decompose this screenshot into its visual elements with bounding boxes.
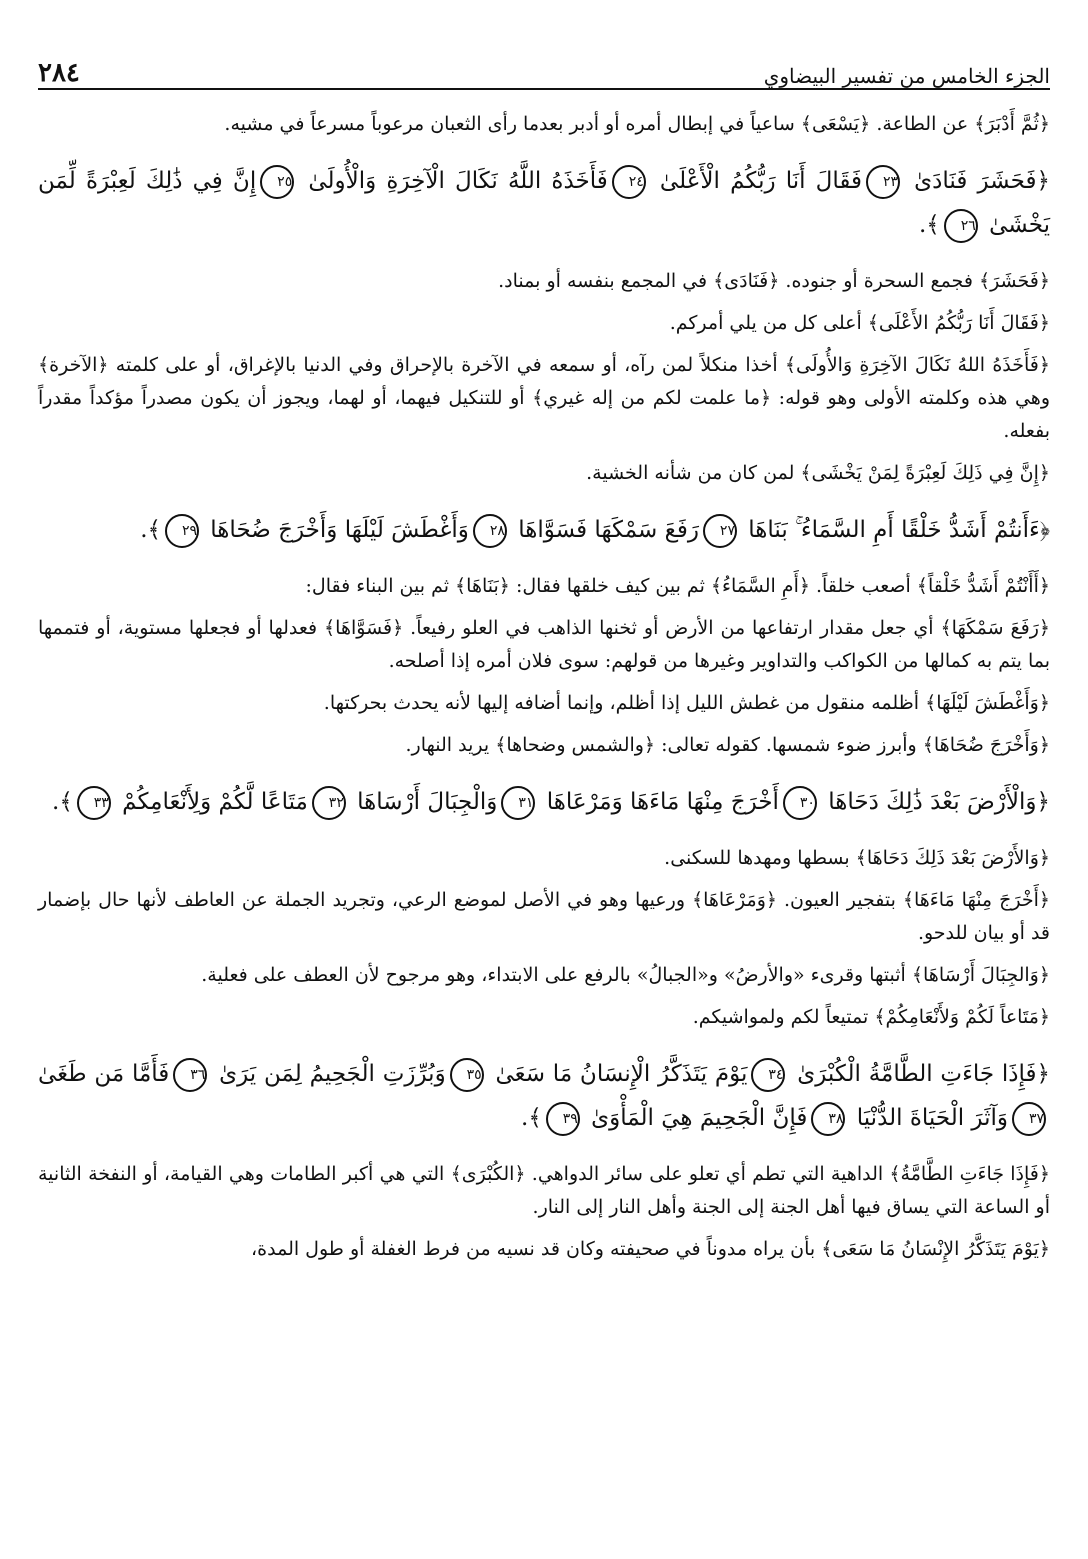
commentary-paragraph: ﴿وَالأَرْضَ بَعْدَ ذَلِكَ دَحَاهَا﴾ بسطها ومهدها للسكنى. <box>664 847 1050 869</box>
verse-text: فَأَخَذَهُ اللَّهُ نَكَالَ الْآخِرَةِ وَالْأُولَىٰ <box>308 168 608 194</box>
ayah-number-marker: ٢٥ <box>260 165 294 199</box>
verse-text: وَبُرِّزَتِ الْجَحِيمُ لِمَن يَرَىٰ <box>219 1061 446 1087</box>
verse-text: وَآثَرَ الْحَيَاةَ الدُّنْيَا <box>856 1105 1008 1131</box>
page-content <box>38 108 1050 1266</box>
verse-text: فَإِنَّ الْجَحِيمَ هِيَ الْمَأْوَىٰ <box>591 1105 808 1131</box>
verse-text: وَأَغْطَشَ لَيْلَهَا وَأَخْرَجَ ضُحَاهَا <box>210 517 469 543</box>
commentary-paragraph: ﴿أَخْرَجَ مِنْهَا مَاءَهَا﴾ بتفجير العيون. ﴿وَمَرْعَاهَا﴾ ورعيها وهو في الأصل لموضع الرعي، وتجريد الجملة عن العاطف لأنها حال بإضمار قد أو بيان للدحو. <box>38 889 1050 944</box>
verse-text: ﴿ءَأَنتُمْ أَشَدُّ خَلْقًا أَمِ السَّمَاءُ ۚ بَنَاهَا <box>748 517 1050 543</box>
verse-text: رَفَعَ سَمْكَهَا فَسَوَّاهَا <box>518 517 699 543</box>
verse-text: ﴾. <box>52 789 73 815</box>
verse-text: فَقَالَ أَنَا رَبُّكُمُ الْأَعْلَىٰ <box>659 168 863 194</box>
running-title: الجزء الخامس من تفسير البيضاوي <box>763 64 1050 88</box>
verse-text: ﴾. <box>918 212 940 238</box>
verse-text: ﴾. <box>140 517 161 543</box>
ayah-number-marker: ٣٢ <box>312 786 346 820</box>
quran-verse-block <box>38 1052 1050 1140</box>
verse-text: فَأَمَّا مَن طَغَىٰ <box>38 1061 170 1087</box>
ayah-number-marker: ٣٦ <box>173 1058 207 1092</box>
quran-verse-block <box>38 780 1050 824</box>
ayah-number-marker: ٢٨ <box>473 514 507 548</box>
verse-text: يَوْمَ يَتَذَكَّرُ الْإِنسَانُ مَا سَعَىٰ <box>495 1061 748 1087</box>
ayah-number-marker: ٢٣ <box>866 165 900 199</box>
commentary-paragraph: ﴿أَأَنْتُمْ أَشَدُّ خَلْقاً﴾ أصعب خلقاً. ﴿أَمِ السَّمَاءُ﴾ ثم بين كيف خلقها فقال: ﴿بَنَاهَا﴾ ثم بين البناء فقال: <box>305 575 1050 597</box>
ayah-number-marker: ٣٩ <box>546 1102 580 1136</box>
page-header <box>38 44 1050 90</box>
ayah-number-marker: ٣٥ <box>450 1058 484 1092</box>
commentary-paragraph: ﴿فَحَشَرَ﴾ فجمع السحرة أو جنوده. ﴿فَنَادَى﴾ في المجمع بنفسه أو بمناد. <box>498 270 1050 292</box>
ayah-number-marker: ٣٨ <box>811 1102 845 1136</box>
ayah-number-marker: ٣٠ <box>783 786 817 820</box>
commentary-paragraph: ﴿وَأَغْطَشَ لَيْلَهَا﴾ أظلمه منقول من غطش الليل إذا أظلم، وإنما أضافه إليها لأنه يحدث بحركتها. <box>323 692 1050 714</box>
commentary-paragraph: ﴿ثُمَّ أَدْبَرَ﴾ عن الطاعة. ﴿يَسْعَى﴾ ساعياً في إبطال أمره أو أدبر بعدما رأى الثعبان مرعوباً مسرعاً في مشيه. <box>224 113 1050 135</box>
commentary-paragraph: ﴿وَأَخْرَجَ ضُحَاهَا﴾ وأبرز ضوء شمسها. كقوله تعالى: ﴿والشمس وضحاها﴾ يريد النهار. <box>405 734 1050 756</box>
ayah-number-marker: ٣٧ <box>1012 1102 1046 1136</box>
quran-verse-block <box>38 508 1050 552</box>
commentary-paragraph: ﴿إِنَّ فِي ذَلِكَ لَعِبْرَةً لِمَنْ يَخْشَى﴾ لمن كان من شأنه الخشية. <box>586 462 1050 484</box>
book-page <box>38 44 1050 1275</box>
ayah-number-marker: ٣٣ <box>77 786 111 820</box>
commentary-paragraph: ﴿رَفَعَ سَمْكَهَا﴾ أي جعل مقدار ارتفاعها من الأرض أو ثخنها الذاهب في العلو رفيعاً. ﴿فَسَوَّاهَا﴾ فعدلها أو فجعلها مستوية، أو فتممها بما يتم به كمالها من الكواكب والتداوير وغيرها من قولهم: سوى فلان أمره إذا أصلحه. <box>38 617 1050 672</box>
verse-text: أَخْرَجَ مِنْهَا مَاءَهَا وَمَرْعَاهَا <box>546 789 779 815</box>
verse-text: إِنَّ فِي ذَٰلِكَ لَعِبْرَةً لِّمَن يَخْشَىٰ <box>38 168 1050 238</box>
verse-text: وَالْجِبَالَ أَرْسَاهَا <box>357 789 498 815</box>
commentary-paragraph: ﴿وَالجِبَالَ أَرْسَاهَا﴾ أثبتها وقرىء «والأرضُ» و«الجبالُ» بالرفع على الابتداء، وهو مرجوح لأن العطف على فعلية. <box>201 964 1050 986</box>
commentary-paragraph: ﴿فَأَخَذَهُ اللهُ نَكَالَ الآخِرَةِ وَالأُولَى﴾ أخذا منكلاً لمن رآه، أو سمعه في الآخرة بالإحراق وفي الدنيا بالإغراق، أو على كلمته ﴿الآخرة﴾ وهي هذه وكلمته الأولى وهو قوله: ﴿ما علمت لكم من إله غيري﴾ أو للتنكيل فيهما، أو لهما، ويجوز أن يكون مصدراً مؤكداً مقدراً بفعله. <box>38 354 1050 442</box>
verse-text: مَتَاعًا لَّكُمْ وَلِأَنْعَامِكُمْ <box>122 789 308 815</box>
ayah-number-marker: ٢٦ <box>944 209 978 243</box>
verse-text: ﴿فَإِذَا جَاءَتِ الطَّامَّةُ الْكُبْرَىٰ <box>797 1061 1051 1087</box>
commentary-paragraph: ﴿مَتَاعاً لَكُمْ وَلأَنْعَامِكُمْ﴾ تمتيعاً لكم ولمواشيكم. <box>692 1006 1050 1028</box>
verse-text: ﴿فَحَشَرَ فَنَادَىٰ <box>914 168 1051 194</box>
ayah-number-marker: ٣٤ <box>751 1058 785 1092</box>
commentary-paragraph: ﴿يَوْمَ يَتَذَكَّرُ الإِنْسَانُ مَا سَعَى﴾ بأن يراه مدوناً في صحيفته وكان قد نسيه من فرط الغفلة أو طول المدة، <box>251 1238 1050 1260</box>
ayah-number-marker: ٢٤ <box>612 165 646 199</box>
ayah-number-marker: ٢٧ <box>703 514 737 548</box>
ayah-number-marker: ٢٩ <box>165 514 199 548</box>
verse-text: ﴿وَالْأَرْضَ بَعْدَ ذَٰلِكَ دَحَاهَا <box>828 789 1050 815</box>
quran-verse-block <box>38 159 1050 247</box>
verse-text: ﴾. <box>521 1105 542 1131</box>
commentary-paragraph: ﴿فَإِذَا جَاءَتِ الطَّامَّةُ﴾ الداهية التي تطم أي تعلو على سائر الدواهي. ﴿الكُبْرَى﴾ التي هي أكبر الطامات وهي القيامة، أو النفخة الثانية أو الساعة التي يساق فيها أهل الجنة إلى الجنة وأهل النار إلى النار. <box>38 1163 1050 1218</box>
commentary-paragraph: ﴿فَقَالَ أَنَا رَبُّكُمُ الأَعْلَى﴾ أعلى كل من يلي أمركم. <box>669 312 1050 334</box>
page-number: ٢٨٤ <box>38 58 80 88</box>
ayah-number-marker: ٣١ <box>501 786 535 820</box>
